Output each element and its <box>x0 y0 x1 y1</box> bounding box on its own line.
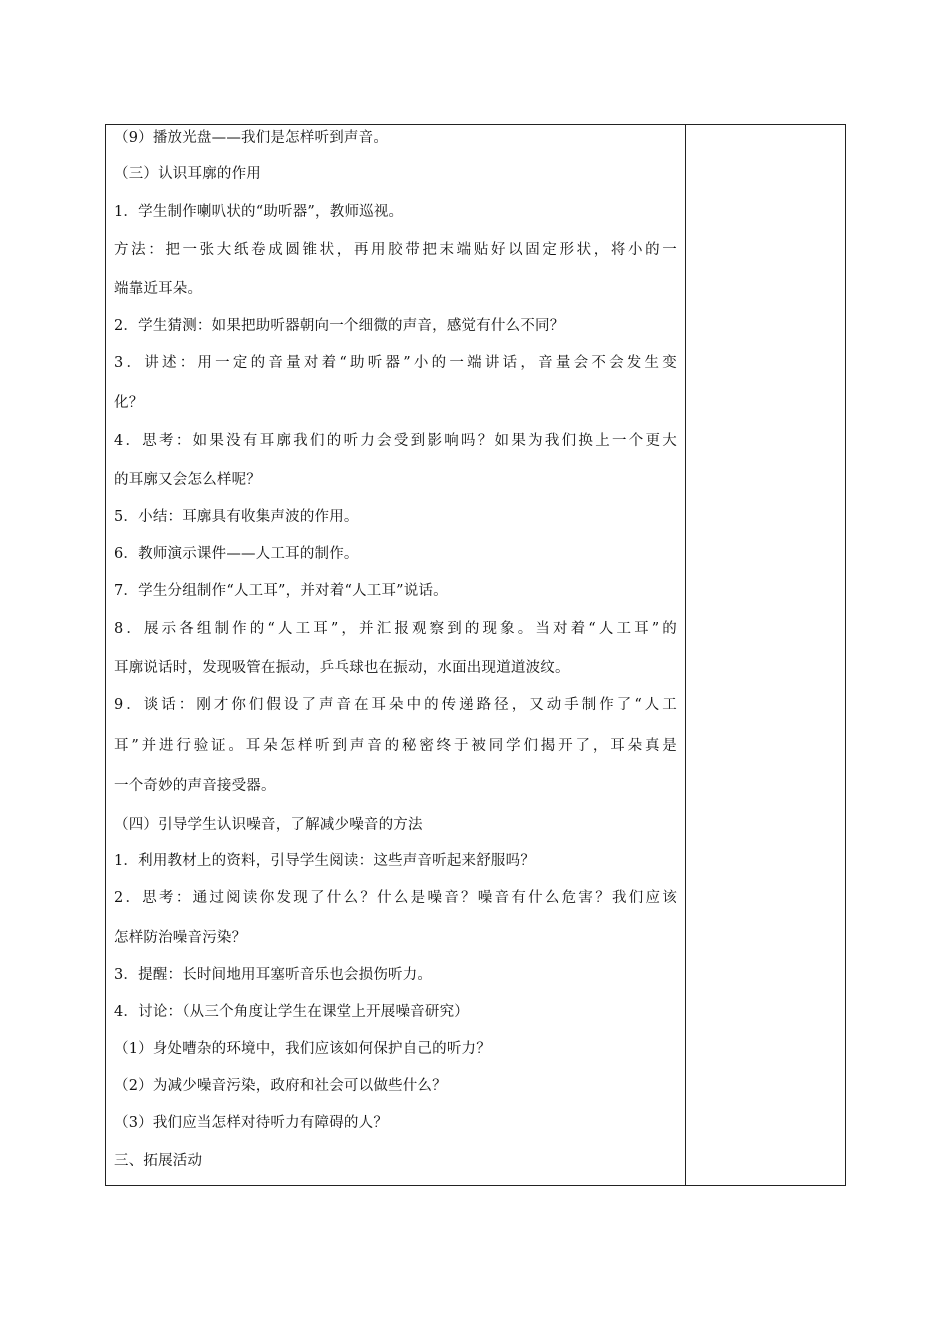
text-line: 端靠近耳朵。 <box>114 281 203 297</box>
text-line: 2．学生猜测：如果把助听器朝向一个细微的声音，感觉有什么不同？ <box>114 318 565 334</box>
text-line: 耳廓说话时，发现吸管在振动，乒乓球也在振动，水面出现道道波纹。 <box>114 660 570 676</box>
text-line: （3）我们应当怎样对待听力有障碍的人？ <box>114 1115 389 1131</box>
text-line: 2．思考：通过阅读你发现了什么？什么是噪音？噪音有什么危害？我们应该 <box>114 890 677 906</box>
text-line: 6．教师演示课件——人工耳的制作。 <box>114 546 359 562</box>
text-line: 4．思考：如果没有耳廓我们的听力会受到影响吗？如果为我们换上一个更大 <box>114 433 677 449</box>
text-line: （9）播放光盘——我们是怎样听到声音。 <box>114 130 389 146</box>
text-line: 3．讲述：用一定的音量对着“助听器”小的一端讲话，音量会不会发生变 <box>114 355 677 371</box>
text-line: 7．学生分组制作“人工耳”，并对着“人工耳”说话。 <box>114 583 448 599</box>
text-line: 耳”并进行验证。耳朵怎样听到声音的秘密终于被同学们揭开了，耳朵真是 <box>114 738 677 754</box>
section-heading: （四）引导学生认识噪音，了解减少噪音的方法 <box>114 817 423 833</box>
text-line: 1．学生制作喇叭状的“助听器”，教师巡视。 <box>114 204 404 220</box>
text-line: 的耳廓又会怎么样呢？ <box>114 472 261 488</box>
text-line: 5．小结：耳廓具有收集声波的作用。 <box>114 509 359 525</box>
text-line: 怎样防治噪音污染？ <box>114 930 247 946</box>
section-heading: 三、拓展活动 <box>114 1153 203 1169</box>
text-line: 3．提醒：长时间地用耳塞听音乐也会损伤听力。 <box>114 967 433 983</box>
content-cell <box>106 125 686 1185</box>
text-line: （2）为减少噪音污染，政府和社会可以做些什么？ <box>114 1078 447 1094</box>
text-line: 9．谈话：刚才你们假设了声音在耳朵中的传递路径，又动手制作了“人工 <box>114 697 677 713</box>
text-line: 一个奇妙的声音接受器。 <box>114 778 276 794</box>
text-line: 8．展示各组制作的“人工耳”，并汇报观察到的现象。当对着“人工耳”的 <box>114 621 677 637</box>
text-line: 化？ <box>114 395 144 411</box>
text-line: （1）身处嘈杂的环境中，我们应该如何保护自己的听力？ <box>114 1041 491 1057</box>
section-heading: （三）认识耳廓的作用 <box>114 166 261 182</box>
text-line: 1．利用教材上的资料，引导学生阅读：这些声音听起来舒服吗？ <box>114 853 536 869</box>
lesson-table <box>105 124 846 1186</box>
text-line: 4．讨论：（从三个角度让学生在课堂上开展噪音研究） <box>114 1004 469 1020</box>
text-line: 方法：把一张大纸卷成圆锥状，再用胶带把末端贴好以固定形状，将小的一 <box>114 242 677 258</box>
notes-cell <box>686 125 845 1185</box>
